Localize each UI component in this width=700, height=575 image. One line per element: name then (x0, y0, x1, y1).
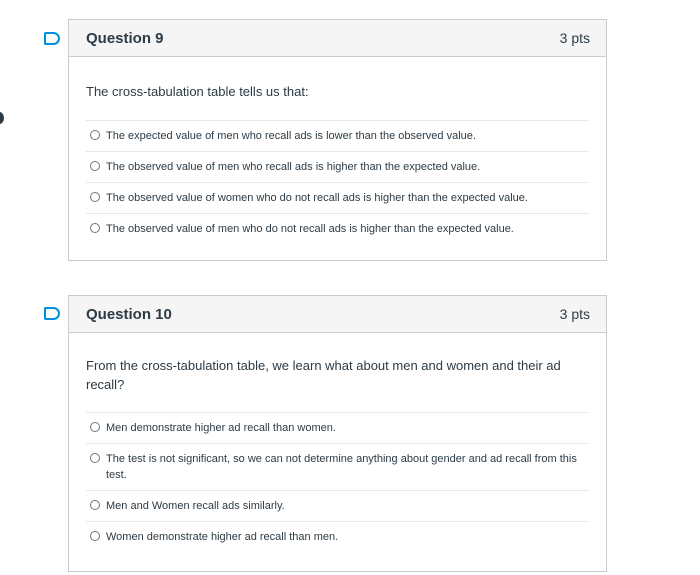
question-card (68, 19, 607, 261)
answer-label[interactable]: The test is not significant, so we can not determine anything about gender and ad recall from this test. (106, 453, 577, 481)
answer-label[interactable]: The observed value of men who do not recall ads is higher than the expected value. (106, 223, 514, 235)
flag-question-icon[interactable] (44, 307, 60, 320)
answer-label[interactable]: Men demonstrate higher ad recall than women. (106, 422, 336, 434)
answer-option[interactable] (86, 490, 589, 521)
question-text: The cross-tabulation table tells us that: (86, 84, 309, 99)
question-header (69, 20, 606, 57)
answer-option[interactable] (86, 412, 589, 443)
radio-button[interactable] (90, 453, 100, 463)
answer-label[interactable]: Women demonstrate higher ad recall than men. (106, 531, 339, 543)
question-title: Question 9 (86, 29, 164, 47)
question-points: 3 pts (559, 30, 590, 46)
edge-marker (0, 112, 4, 124)
answer-option[interactable] (86, 182, 589, 213)
question-body (69, 333, 606, 552)
radio-button[interactable] (90, 192, 100, 202)
question-header (69, 296, 606, 333)
flag-question-icon[interactable] (44, 32, 60, 45)
answer-label[interactable]: The expected value of men who recall ads is lower than the observed value. (106, 130, 476, 142)
answer-option[interactable] (86, 443, 589, 490)
answer-label[interactable]: Men and Women recall ads similarly. (106, 500, 285, 512)
question-body (69, 57, 606, 244)
answer-label[interactable]: The observed value of men who recall ads is higher than the expected value. (106, 161, 481, 173)
question-points: 3 pts (559, 306, 590, 322)
radio-button[interactable] (90, 223, 100, 233)
radio-button[interactable] (90, 130, 100, 140)
answer-list (86, 120, 589, 244)
radio-button[interactable] (90, 161, 100, 171)
radio-button[interactable] (90, 500, 100, 510)
answer-option[interactable] (86, 521, 589, 552)
answer-option[interactable] (86, 151, 589, 182)
radio-button[interactable] (90, 531, 100, 541)
answer-label[interactable]: The observed value of women who do not recall ads is higher than the expected value. (106, 192, 528, 204)
answer-option[interactable] (86, 120, 589, 151)
question-title: Question 10 (86, 305, 172, 323)
answer-option[interactable] (86, 213, 589, 244)
answer-list (86, 412, 589, 552)
question-card (68, 295, 607, 572)
question-text: From the cross-tabulation table, we learn what about men and women and their ad recall? (86, 358, 561, 392)
radio-button[interactable] (90, 422, 100, 432)
